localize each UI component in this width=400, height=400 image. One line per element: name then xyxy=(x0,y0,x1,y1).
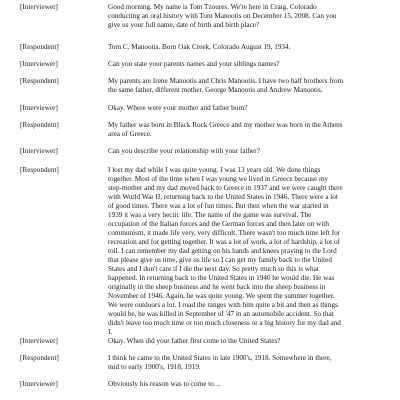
speech-line: originally in the sheep business and he went back into the sheep business in xyxy=(108,283,326,291)
speaker-label: [Respondent] xyxy=(20,43,59,51)
speaker-label: [Interviewer] xyxy=(20,104,58,112)
speaker-label: [Interviewer] xyxy=(20,337,58,345)
speech-line: occupation of the Italian forces and the German forces and then later on with xyxy=(108,220,329,228)
speech-line: step-mother and my dad moved back to Greece in 1937 and we were caught there xyxy=(108,184,343,192)
speech-text xyxy=(108,354,370,372)
speech-line: Can you describe your relationship with your father? xyxy=(108,147,260,155)
speech-line: 1939 it was a very hectic life. The name of the game was survival. The xyxy=(108,211,312,219)
speech-line: didn't leave too much time or too much closeness or a big history for my dad and xyxy=(108,319,341,327)
speech-line: that please give us time, give us life so I can get my family back to the United xyxy=(108,256,332,264)
speech-line: My father was born in Black Rock Greece and my mother was born in the Athens xyxy=(108,121,343,129)
speaker-label: [Interviewer] xyxy=(20,147,58,155)
speech-line: Obviously his reason was to come to… xyxy=(108,380,221,388)
speech-line: communism, it made life very, very difficult. There wasn't too much time left for xyxy=(108,229,341,237)
speaker-label: [Interviewer] xyxy=(20,380,58,388)
speech-text xyxy=(108,104,370,113)
speech-text xyxy=(108,3,370,30)
speech-line: of good times. There was a lot of fun times. But then when the war started in xyxy=(108,202,329,210)
speech-line: area of Greece. xyxy=(108,130,152,138)
speech-line: We were outdoors a lot. I road the ranges with him quite a bit and then as things xyxy=(108,301,338,309)
speech-line: States and I don't care if I die the next day. So pretty much so this is what xyxy=(108,265,319,273)
speech-line: give us your full name, date of birth and birth place? xyxy=(108,21,260,29)
speaker-label: [Respondent] xyxy=(20,166,59,174)
speech-text xyxy=(108,337,370,346)
speech-line: Can you state your parents names and your siblings names? xyxy=(108,60,280,68)
speech-line: recreation and for getting together. It was a lot of work, a lot of hardship, a lot of xyxy=(108,238,340,246)
speech-line: the same father, different mother. George Manootis and Andrew Manootis. xyxy=(108,86,323,94)
speech-line: together. Most of the time when I was young we lived in Greece because my xyxy=(108,175,329,183)
speech-text xyxy=(108,121,370,139)
speech-line: I. xyxy=(108,328,113,336)
speech-text xyxy=(108,147,370,156)
speaker-label: [Interviewer] xyxy=(20,3,58,11)
speech-line: happened. In returning back to the United States in 1946 he would die. He was xyxy=(108,274,335,282)
speech-line: Okay. Where were your mother and father born? xyxy=(108,104,248,112)
speech-line: mid to early 1900's, 1918, 1919. xyxy=(108,363,201,371)
speech-line: toil. I can remember my dad getting on his hands and knees praying to the Lord xyxy=(108,247,337,255)
speech-line: I think he came to the United States in late 1900's, 1918. Somewhere in there, xyxy=(108,354,332,362)
speech-text xyxy=(108,60,370,69)
speech-text xyxy=(108,166,370,337)
speaker-label: [Respondent] xyxy=(20,354,59,362)
speech-line: My parents are Irene Manootis and Chris Manootis. I have two half brothers from xyxy=(108,77,344,85)
speech-line: would be, he was killed in September of '47 in an automobile accident. So that xyxy=(108,310,334,318)
speaker-label: [Respondent] xyxy=(20,77,59,85)
speech-line: with World War II, returning back to the United States in 1946. There were a lot xyxy=(108,193,338,201)
speech-line: conducting an oral history with Tom Manootis on December 15, 2008. Can you xyxy=(108,12,337,20)
speech-line: Okay. When did your father first come to the United States? xyxy=(108,337,281,345)
speech-line: Good morning. My name is Tom Tzoures. We're here in Craig, Colorado xyxy=(108,3,317,11)
speech-line: November of 1946. Again, he was quite young. We spent the summer together. xyxy=(108,292,335,300)
speaker-label: [Respondent] xyxy=(20,121,59,129)
speech-text xyxy=(108,77,370,95)
speaker-label: [Interviewer] xyxy=(20,60,58,68)
speech-line: Tom C. Manootis. Born Oak Creek, Colorado August 19, 1934. xyxy=(108,43,291,51)
speech-line: I lost my dad while I was quite young. I was 13 years old. We done things xyxy=(108,166,321,174)
speech-text xyxy=(108,380,370,389)
speech-text xyxy=(108,43,370,52)
